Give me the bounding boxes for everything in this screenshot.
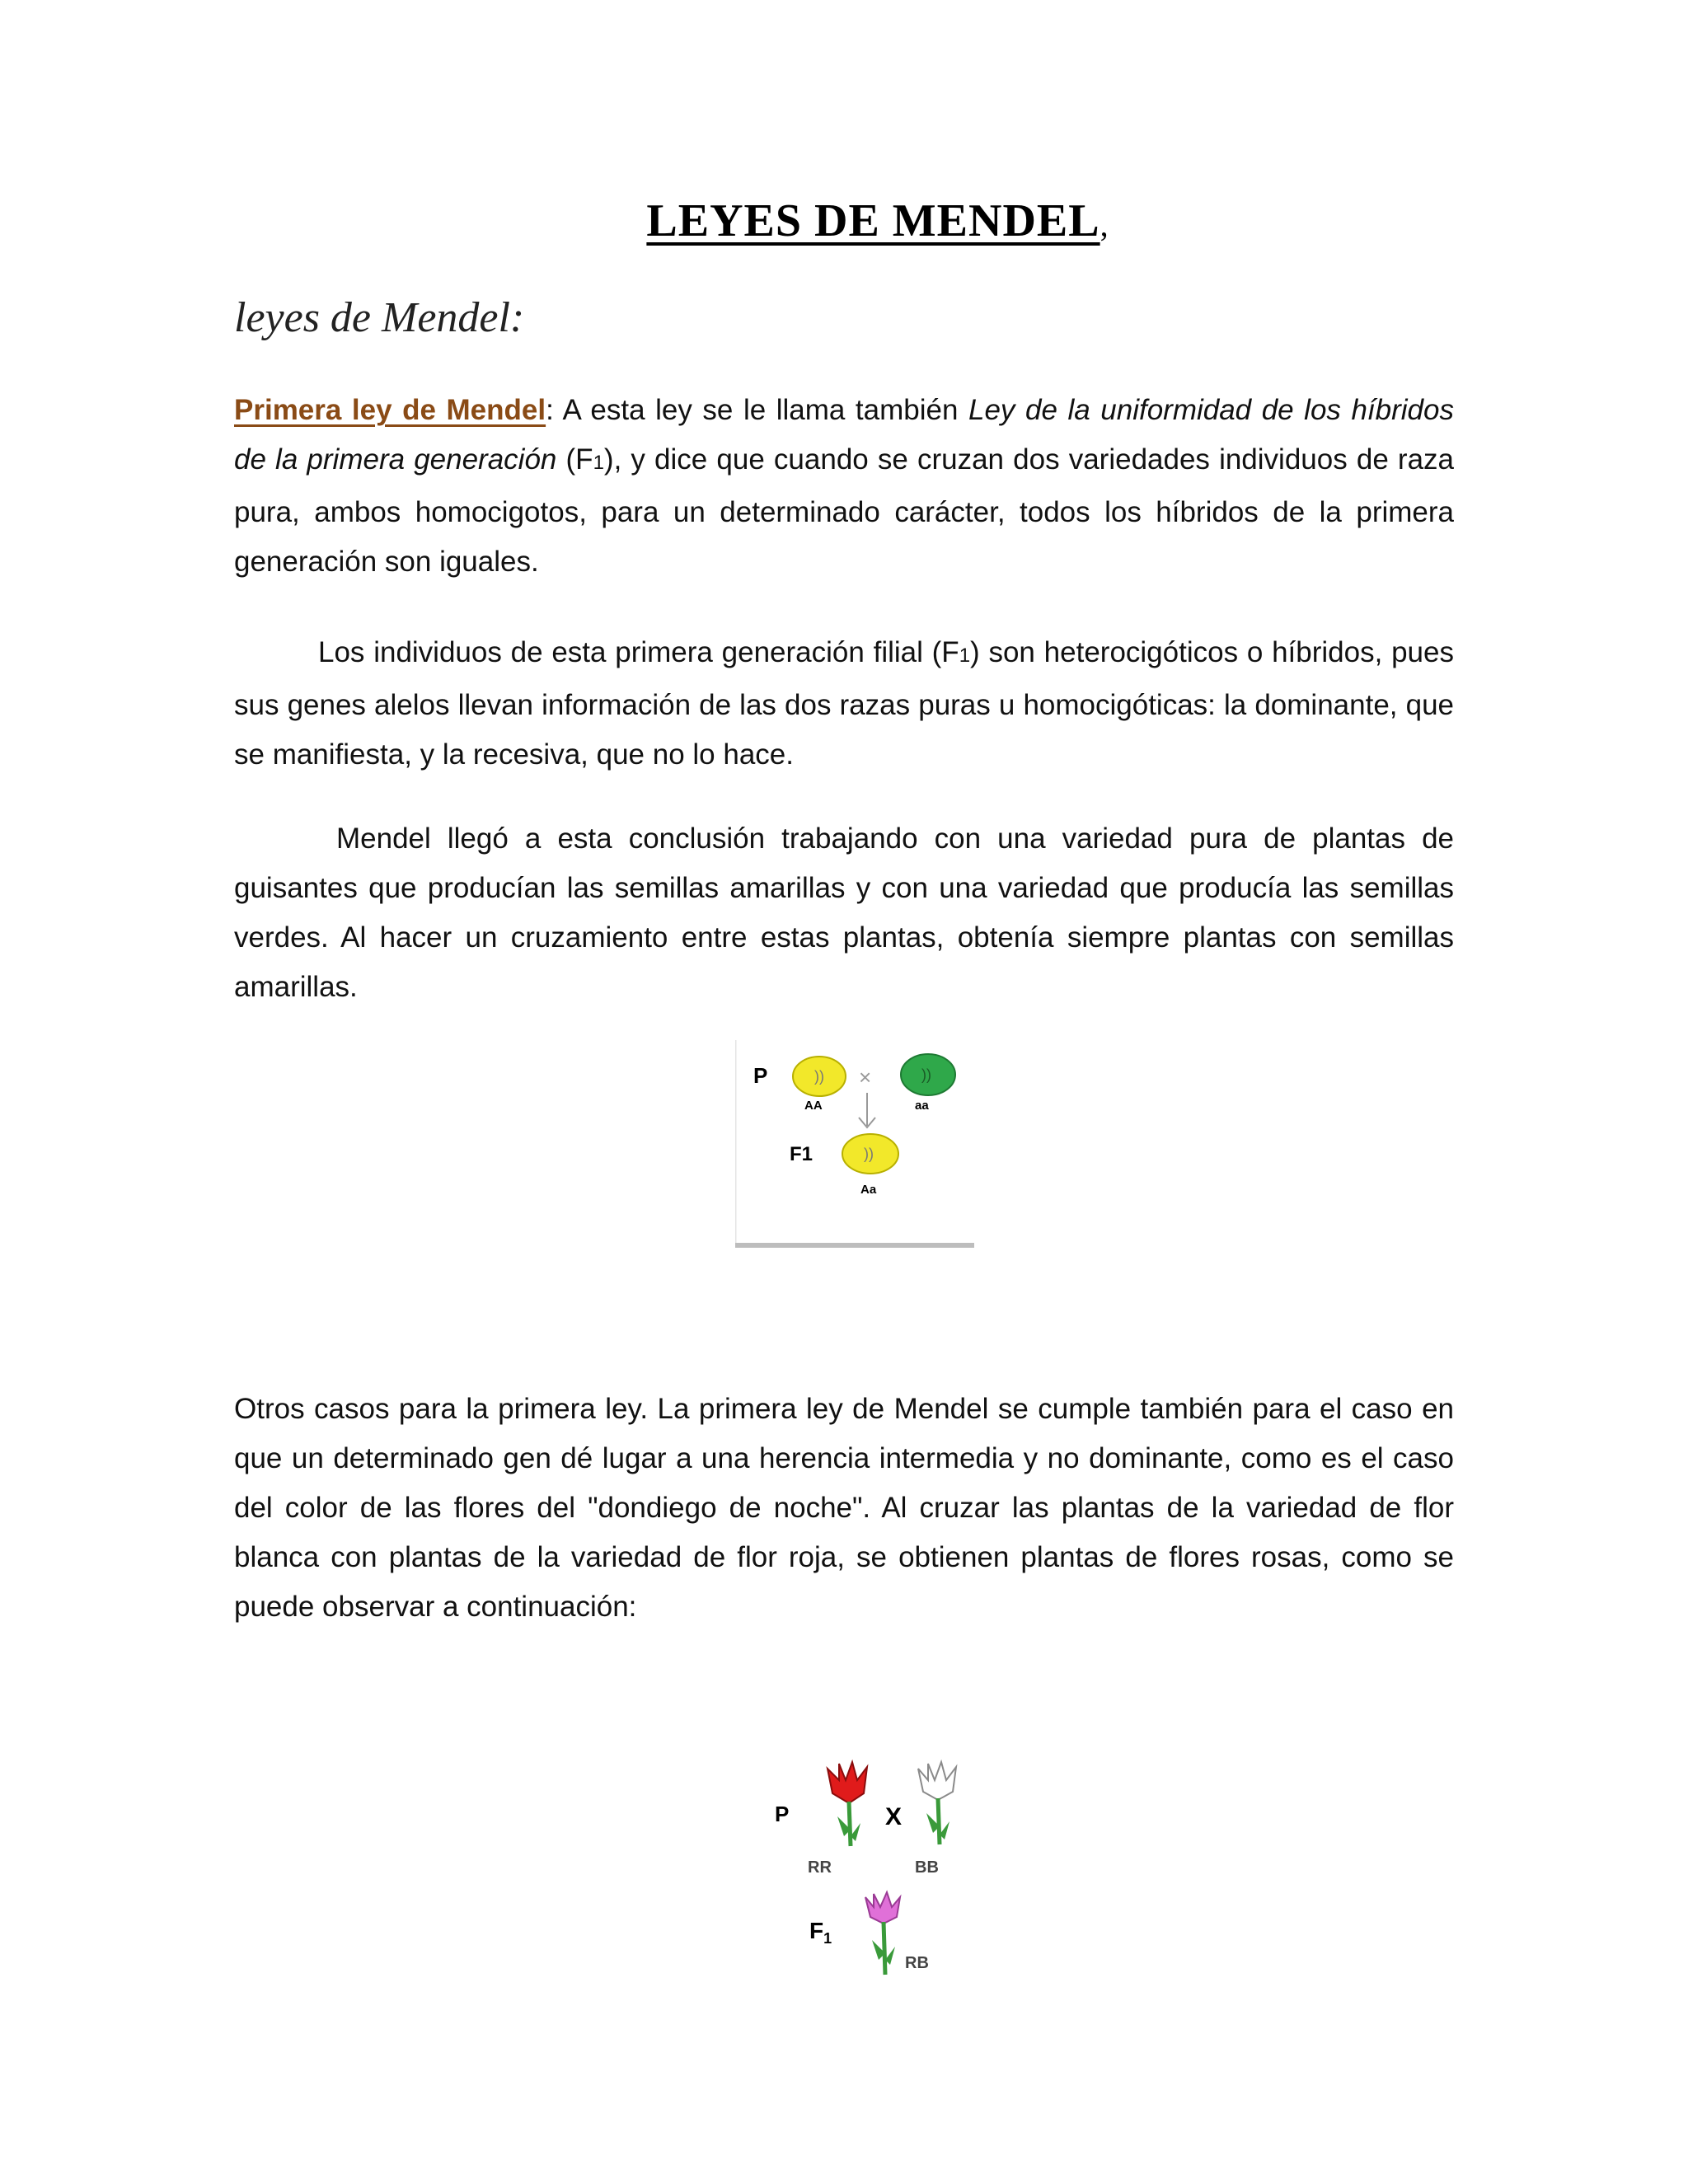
title-suffix: , bbox=[1100, 206, 1109, 243]
red-flower-icon bbox=[828, 1762, 867, 1846]
green-pea-seam-mark: )) bbox=[921, 1066, 931, 1083]
flower-label-p: P bbox=[775, 1802, 790, 1826]
pea-genotype-aa-dominant: AA bbox=[804, 1099, 823, 1113]
flower-genotype-rr: RR bbox=[808, 1858, 832, 1877]
pea-label-p: P bbox=[753, 1063, 768, 1088]
flower-cross-x: X bbox=[885, 1803, 903, 1830]
first-law-colon: : bbox=[546, 394, 554, 426]
flower-genotype-rb: RB bbox=[905, 1954, 929, 1972]
paragraph-first-law bbox=[234, 386, 1454, 587]
f1-pea-seam-mark: )) bbox=[864, 1146, 874, 1162]
p4-text: Otros casos para la primera ley. La primera ley de Mendel se cumple también para el caso en que un determinado gen dé lugar a una herencia intermedia y no dominante, como es el caso del color de las flores del "dondiego de noche". Al cruzar las plantas de la variedad de flor blanca con plantas de la variedad de flor roja, se obtienen plantas de flores rosas, como se puede observar a continuación: bbox=[234, 1393, 1454, 1623]
first-law-text-b: (F bbox=[556, 443, 593, 476]
pink-flower-icon bbox=[865, 1892, 900, 1975]
p2-subscript: 1 bbox=[959, 644, 971, 667]
pea-genotype-aa-recessive: aa bbox=[915, 1099, 929, 1113]
paragraph-other-cases bbox=[234, 1385, 1454, 1632]
title-text: LEYES DE MENDEL bbox=[646, 195, 1100, 246]
pea-cross-mark: × bbox=[859, 1065, 872, 1090]
first-law-text-a: A esta ley se le llama también bbox=[553, 394, 968, 426]
pea-label-f1: F1 bbox=[790, 1143, 814, 1165]
p2-text-b: ) son heterocigóticos o híbridos, pues sus genes alelos llevan información de las dos razas puras u homocigóticas: la dominante, que se manifiesta, y la recesiva, que no lo hace. bbox=[234, 636, 1454, 771]
flower-genotype-bb: BB bbox=[915, 1858, 939, 1877]
flower-label-f bbox=[809, 1918, 832, 1947]
first-law-italic-name: Ley de la uniformidad de los híbridos de la primera generación bbox=[234, 394, 1454, 476]
paragraph-f1-description bbox=[234, 628, 1454, 780]
paragraph-mendel-experiment bbox=[234, 814, 1454, 1012]
flower-cross-figure bbox=[767, 1747, 981, 1994]
first-law-text-c: ), y dice que cuando se cruzan dos variedades individuos de raza pura, ambos homocigotos, para un determinado carácter, todos los híbridos de la primera generación son iguales. bbox=[234, 443, 1454, 578]
page-title bbox=[0, 194, 1688, 247]
section-subtitle: leyes de Mendel: bbox=[234, 294, 525, 341]
pea-genotype-f1: Aa bbox=[860, 1183, 877, 1197]
flower-label-f-sub: 1 bbox=[823, 1930, 832, 1947]
first-law-heading: Primera ley de Mendel bbox=[234, 394, 546, 426]
p2-text-a: Los individuos de esta primera generación filial (F bbox=[318, 636, 959, 668]
flower-label-f-main: F bbox=[809, 1918, 824, 1943]
first-law-subscript: 1 bbox=[593, 452, 604, 474]
p3-text: Mendel llegó a esta conclusión trabajando con una variedad pura de plantas de guisantes que producían las semillas amarillas y con una variedad que producía las semillas verdes. Al hacer un cruzamiento entre estas plantas, obtenía siempre plantas con semillas amarillas. bbox=[234, 823, 1454, 1003]
pea-cross-figure bbox=[735, 1040, 974, 1248]
pea-seam-mark: )) bbox=[814, 1068, 824, 1085]
white-flower-icon bbox=[918, 1762, 956, 1844]
